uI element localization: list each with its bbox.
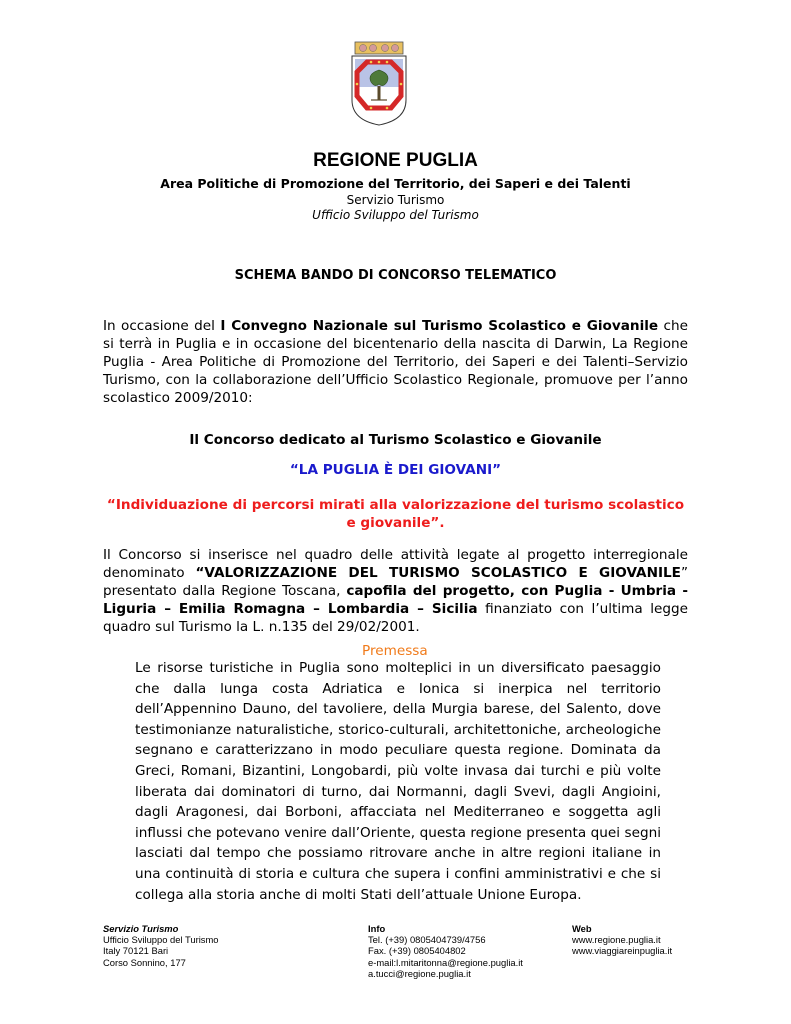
project-text: Il Concorso si inserisce nel quadro delle attività legate al progetto interregionale denominato	[103, 547, 688, 581]
project-paragraph	[103, 546, 688, 636]
individuazione-heading: “Individuazione di percorsi mirati alla valorizzazione del turismo scolastico e giovanile”.	[106, 497, 685, 531]
slogan: “LA PUGLIA È DEI GIOVANI”	[289, 462, 502, 478]
ufficio-subtitle: Ufficio Sviluppo del Turismo	[312, 208, 479, 222]
footer-info	[368, 923, 523, 979]
project-text-3: finanziato con l’ultima legge quadro sul Turismo la L. n.135 del 29/02/2001.	[103, 601, 688, 635]
regione-puglia-crest-icon	[349, 40, 409, 126]
area-subtitle: Area Politiche di Promozione del Territorio, dei Saperi e dei Talenti	[160, 176, 631, 191]
footer-servizio-heading: Servizio Turismo	[103, 923, 179, 934]
project-name: “VALORIZZAZIONE DEL TURISMO SCOLASTICO E GIOVANILE	[195, 565, 681, 581]
footer-line: Ufficio Sviluppo del Turismo	[103, 934, 219, 946]
footer-info-heading: Info	[368, 923, 386, 934]
intro-text-cont: che si terrà in Puglia e in occasione del bicentenario della nascita di Darwin, La Regione Puglia - Area Politiche di Promozione del Territorio, dei Saperi e dei Talenti–Servizio Turismo, con la collaborazione dell’Ufficio Scolastico Regionale, promuove per l’anno scolastico 2009/2010:	[103, 318, 688, 406]
footer-servizio	[103, 923, 219, 968]
footer-fax: Fax. (+39) 0805404802	[368, 945, 466, 957]
servizio-subtitle: Servizio Turismo	[346, 193, 445, 207]
convegno-name: I Convegno Nazionale sul Turismo Scolastico e Giovanile	[220, 318, 659, 334]
schema-title: SCHEMA BANDO DI CONCORSO TELEMATICO	[234, 268, 557, 283]
premessa-heading: Premessa	[362, 643, 428, 659]
intro-text: In occasione del	[103, 318, 221, 334]
footer-email-link[interactable]: a.tucci@regione.puglia.it	[368, 967, 471, 979]
footer-web-link[interactable]: www.viaggiareinpuglia.it	[572, 945, 673, 957]
footer-line: Corso Sonnino, 177	[103, 956, 186, 968]
footer-tel: Tel. (+39) 0805404739/4756	[368, 934, 486, 946]
footer-web	[572, 923, 672, 957]
premessa-body: Le risorse turistiche in Puglia sono molteplici in un diversificato paesaggio che dalla lunga costa Adriatica e Ionica si inerpica nel territorio dell’Appennino Dauno, del tavoliere, della Murgia barese, del Salento, dove testimonianze naturalistiche, storico-culturali, architettoniche, archeologiche segnano e caratterizzano in modo peculiare questa regione. Dominata da Greci, Romani, Bizantini, Longobardi, più volte invasa dai turchi e più volte liberata dai dominatori di turno, dai Normanni, dagli Svevi, dagli Angioini, dagli Aragonesi, dai Borboni, affacciata nel Mediterraneo e soggetta agli influssi che potevano venire dall’Oriente, questa regione presenta quei segni lasciati dal tempo che possiamo ritrovare anche in altre regioni italiane in una continuità di storia e cultura che supera i confini amministrativi e che si collega alla storia anche di molti Stati dell’attuale Unione Europa.	[135, 660, 661, 903]
intro-paragraph	[103, 317, 688, 407]
footer-email-link[interactable]: e-mail:l.mitaritonna@regione.puglia.it	[368, 956, 523, 968]
page-title: REGIONE PUGLIA	[313, 150, 478, 171]
concorso-title: Il Concorso dedicato al Turismo Scolastico e Giovanile	[189, 432, 602, 448]
footer-web-link[interactable]: www.regione.puglia.it	[572, 934, 661, 946]
footer-web-heading: Web	[572, 923, 592, 934]
project-partners: capofila del progetto, con Puglia - Umbria - Liguria – Emilia Romagna – Lombardia – Sicilia	[103, 583, 688, 617]
footer-line: Italy 70121 Bari	[103, 945, 169, 957]
project-text-2: ” presentato dalla Regione Toscana,	[103, 565, 688, 599]
